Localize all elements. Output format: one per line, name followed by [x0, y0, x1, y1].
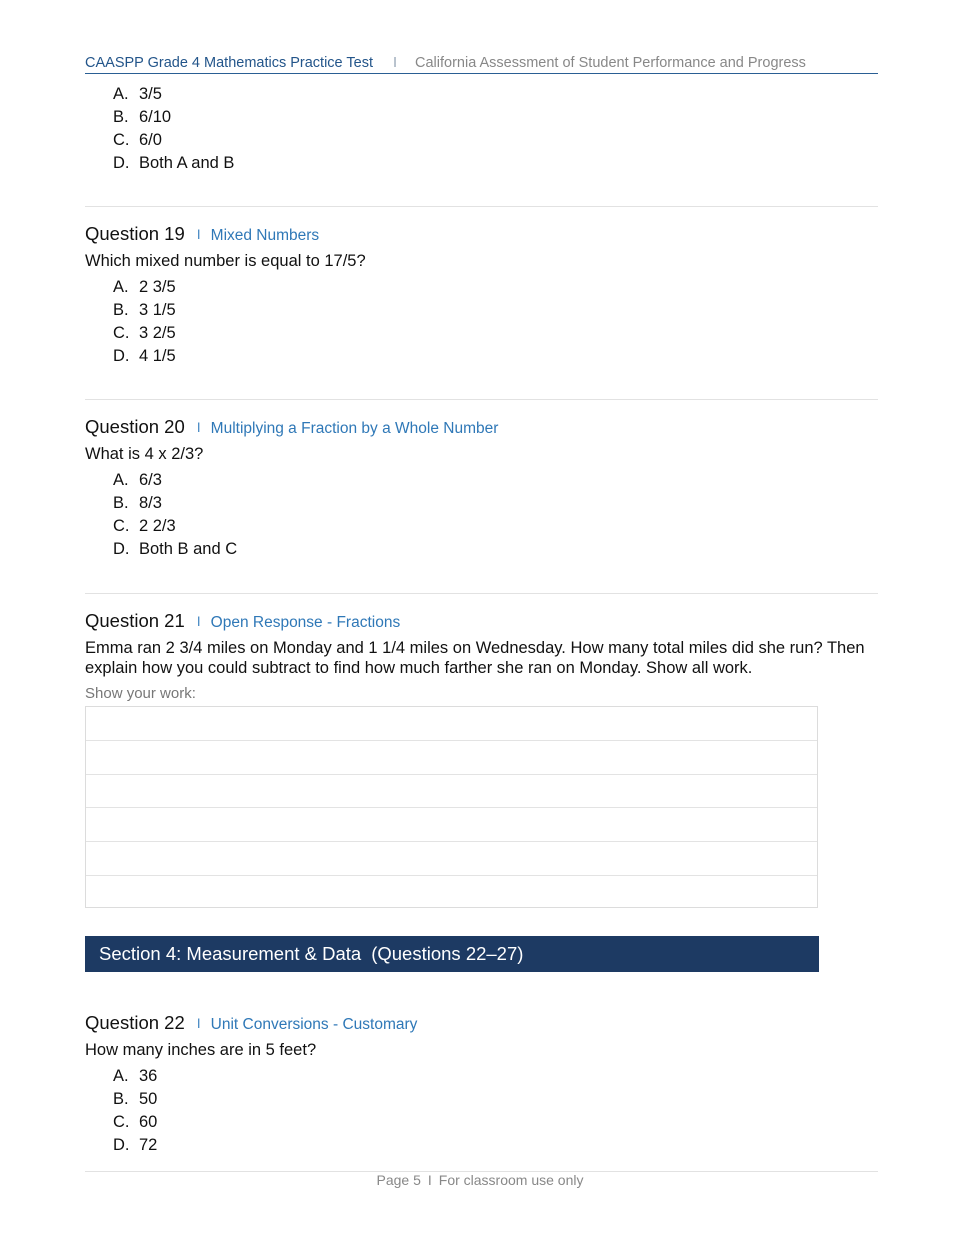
- q22-stem: How many inches are in 5 feet?: [85, 1041, 317, 1059]
- answer-option[interactable]: [113, 515, 237, 538]
- option-letter: B.: [113, 1090, 129, 1108]
- question-topic: Open Response - Fractions: [210, 614, 401, 631]
- work-line: [86, 875, 817, 876]
- option-text: 3/5: [139, 85, 162, 103]
- heading-separator: I: [196, 613, 201, 629]
- option-letter: A.: [113, 85, 129, 103]
- header-separator: I: [392, 55, 398, 71]
- test-title: CAASPP Grade 4 Mathematics Practice Test: [85, 55, 373, 71]
- heading-separator: I: [196, 419, 201, 435]
- option-letter: D.: [113, 540, 130, 558]
- q19-stem: Which mixed number is equal to 17/5?: [85, 252, 366, 270]
- option-text: 8/3: [139, 494, 162, 512]
- answer-option[interactable]: [113, 276, 176, 299]
- answer-option[interactable]: [113, 345, 176, 368]
- q20-stem: What is 4 x 2/3?: [85, 445, 204, 463]
- test-subtitle: California Assessment of Student Performance and Progress: [415, 55, 806, 71]
- option-text: 2 3/5: [139, 278, 176, 296]
- question-number: Question 22: [85, 1012, 185, 1033]
- q19-options: [113, 276, 176, 368]
- heading-separator: I: [196, 1015, 201, 1031]
- footer-separator: I: [427, 1172, 432, 1188]
- option-letter: C.: [113, 324, 130, 342]
- q20-options: [113, 469, 237, 561]
- question-topic: Unit Conversions - Customary: [210, 1016, 418, 1033]
- work-line: [86, 774, 817, 775]
- q22-options: [113, 1065, 157, 1157]
- question-number: Question 20: [85, 416, 185, 437]
- work-label: Show your work:: [85, 685, 196, 702]
- option-letter: A.: [113, 278, 129, 296]
- question-number: Question 21: [85, 610, 185, 631]
- answer-option[interactable]: [113, 492, 237, 515]
- q21-stem: Emma ran 2 3/4 miles on Monday and 1 1/4 miles on Wednesday. How many total miles did she run? Then explain how you could subtract to find how much farther she ran on Monday. Show all work.: [85, 639, 865, 677]
- option-text: Both B and C: [139, 540, 238, 558]
- option-text: 50: [139, 1090, 158, 1108]
- option-letter: B.: [113, 494, 129, 512]
- page-footer: [0, 1171, 960, 1189]
- work-line: [86, 841, 817, 842]
- answer-option[interactable]: [113, 83, 234, 106]
- option-letter: D.: [113, 347, 130, 365]
- q19-heading: [85, 223, 319, 247]
- option-text: 36: [139, 1067, 158, 1085]
- option-text: 4 1/5: [139, 347, 176, 365]
- answer-option[interactable]: [113, 538, 237, 561]
- question-divider: [85, 593, 878, 594]
- q22-heading: [85, 1012, 417, 1036]
- option-letter: B.: [113, 301, 129, 319]
- q21-heading: [85, 610, 400, 634]
- option-letter: C.: [113, 1113, 130, 1131]
- answer-option[interactable]: [113, 106, 234, 129]
- work-line: [86, 740, 817, 741]
- question-divider: [85, 399, 878, 400]
- work-line: [86, 807, 817, 808]
- option-letter: B.: [113, 108, 129, 126]
- answer-option[interactable]: [113, 1134, 157, 1157]
- option-text: 72: [139, 1136, 158, 1154]
- work-area[interactable]: [85, 706, 818, 908]
- answer-option[interactable]: [113, 1065, 157, 1088]
- option-text: 6/3: [139, 471, 162, 489]
- q20-heading: [85, 416, 498, 440]
- page-number: Page 5: [376, 1172, 421, 1188]
- option-text: Both A and B: [139, 154, 235, 172]
- answer-option[interactable]: [113, 152, 234, 175]
- option-letter: A.: [113, 471, 129, 489]
- question-topic: Multiplying a Fraction by a Whole Number: [210, 420, 499, 437]
- q18-options: [113, 83, 234, 175]
- section-title: Section 4: Measurement & Data: [99, 943, 362, 964]
- footer-note: For classroom use only: [438, 1172, 584, 1188]
- answer-option[interactable]: [113, 1111, 157, 1134]
- option-letter: A.: [113, 1067, 129, 1085]
- option-text: 6/0: [139, 131, 162, 149]
- option-letter: C.: [113, 517, 130, 535]
- question-number: Question 19: [85, 223, 185, 244]
- option-text: 2 2/3: [139, 517, 176, 535]
- heading-separator: I: [196, 226, 201, 242]
- option-letter: D.: [113, 154, 130, 172]
- answer-option[interactable]: [113, 1088, 157, 1111]
- option-text: 3 1/5: [139, 301, 176, 319]
- question-topic: Mixed Numbers: [210, 227, 320, 244]
- answer-option[interactable]: [113, 129, 234, 152]
- answer-option[interactable]: [113, 322, 176, 345]
- option-letter: C.: [113, 131, 130, 149]
- section-banner: [85, 936, 819, 972]
- option-letter: D.: [113, 1136, 130, 1154]
- question-divider: [85, 206, 878, 207]
- option-text: 3 2/5: [139, 324, 176, 342]
- option-text: 60: [139, 1113, 158, 1131]
- option-text: 6/10: [139, 108, 172, 126]
- running-header: [85, 54, 878, 74]
- answer-option[interactable]: [113, 469, 237, 492]
- answer-option[interactable]: [113, 299, 176, 322]
- section-range: (Questions 22–27): [371, 943, 524, 964]
